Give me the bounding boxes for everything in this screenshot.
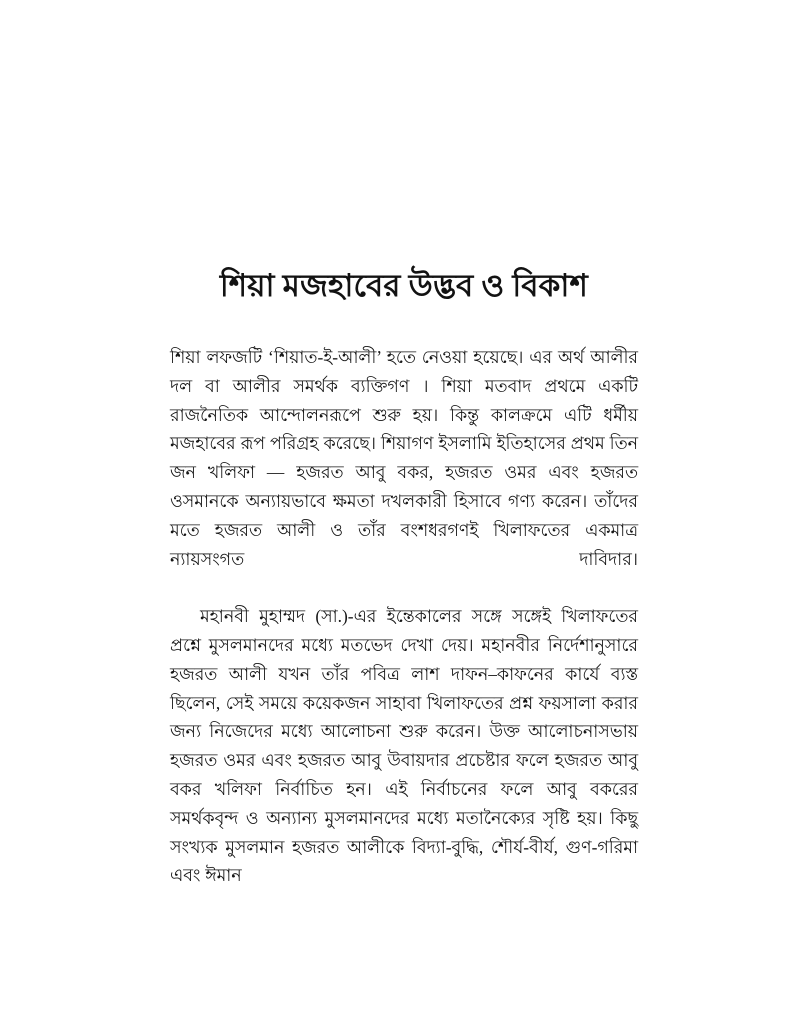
body-text-block: [170, 343, 638, 890]
paragraph-2: মহানবী মুহাম্মদ (সা.)-এর ইন্তেকালের সঙ্গে সঙ্গেই খিলাফতের প্রশ্নে মুসলমানদের মধ্যে মতভেদ দেখা দেয়। মহানবীর নির্দেশানুসারে হজরত আলী যখন তাঁর পবিত্র লাশ দাফন–কাফনের কার্যে ব্যস্ত ছিলেন, সেই সময়ে কয়েকজন সাহাবা খিলাফতের প্রশ্ন ফয়সালা করার জন্য নিজেদের মধ্যে আলোচনা শুরু করেন। উক্ত আলোচনাসভায় হজরত ওমর এবং হজরত আবু উবায়দার প্রচেষ্টার ফলে হজরত আবু বকর খলিফা নির্বাচিত হন। এই নির্বাচনের ফলে আবু বকরের সমর্থকবৃন্দ ও অন্যান্য মুসলমানদের মধ্যে মতানৈক্যের সৃষ্টি হয়। কিছু সংখ্যক মুসলমান হজরত আলীকে বিদ্যা-বুদ্ধি, শৌর্য-বীর্য, গুণ-গরিমা এবং ঈমান: [170, 606, 638, 886]
paragraph-1: শিয়া লফজটি ‘শিয়াত-ই-আলী’ হতে নেওয়া হয়েছে। এর অর্থ আলীর দল বা আলীর সমর্থক ব্যক্তিগণ । শিয়া মতবাদ প্রথমে একটি রাজনৈতিক আন্দোলনরূপে শুরু হয়। কিন্তু কালক্রমে এটি ধর্মীয় মজহাবের রূপ পরিগ্রহ করেছে। শিয়াগণ ইসলামি ইতিহাসের প্রথম তিন জন খলিফা — হজরত আবু বকর, হজরত ওমর এবং হজরত ওসমানকে অন্যায়ভাবে ক্ষমতা দখলকারী হিসাবে গণ্য করেন। তাঁদের মতে হজরত আলী ও তাঁর বংশধরগণই খিলাফতের একমাত্র ন্যায়সংগত দাবিদার।: [170, 347, 638, 569]
page-title: শিয়া মজহাবের উদ্ভব ও বিকাশ: [219, 267, 589, 303]
